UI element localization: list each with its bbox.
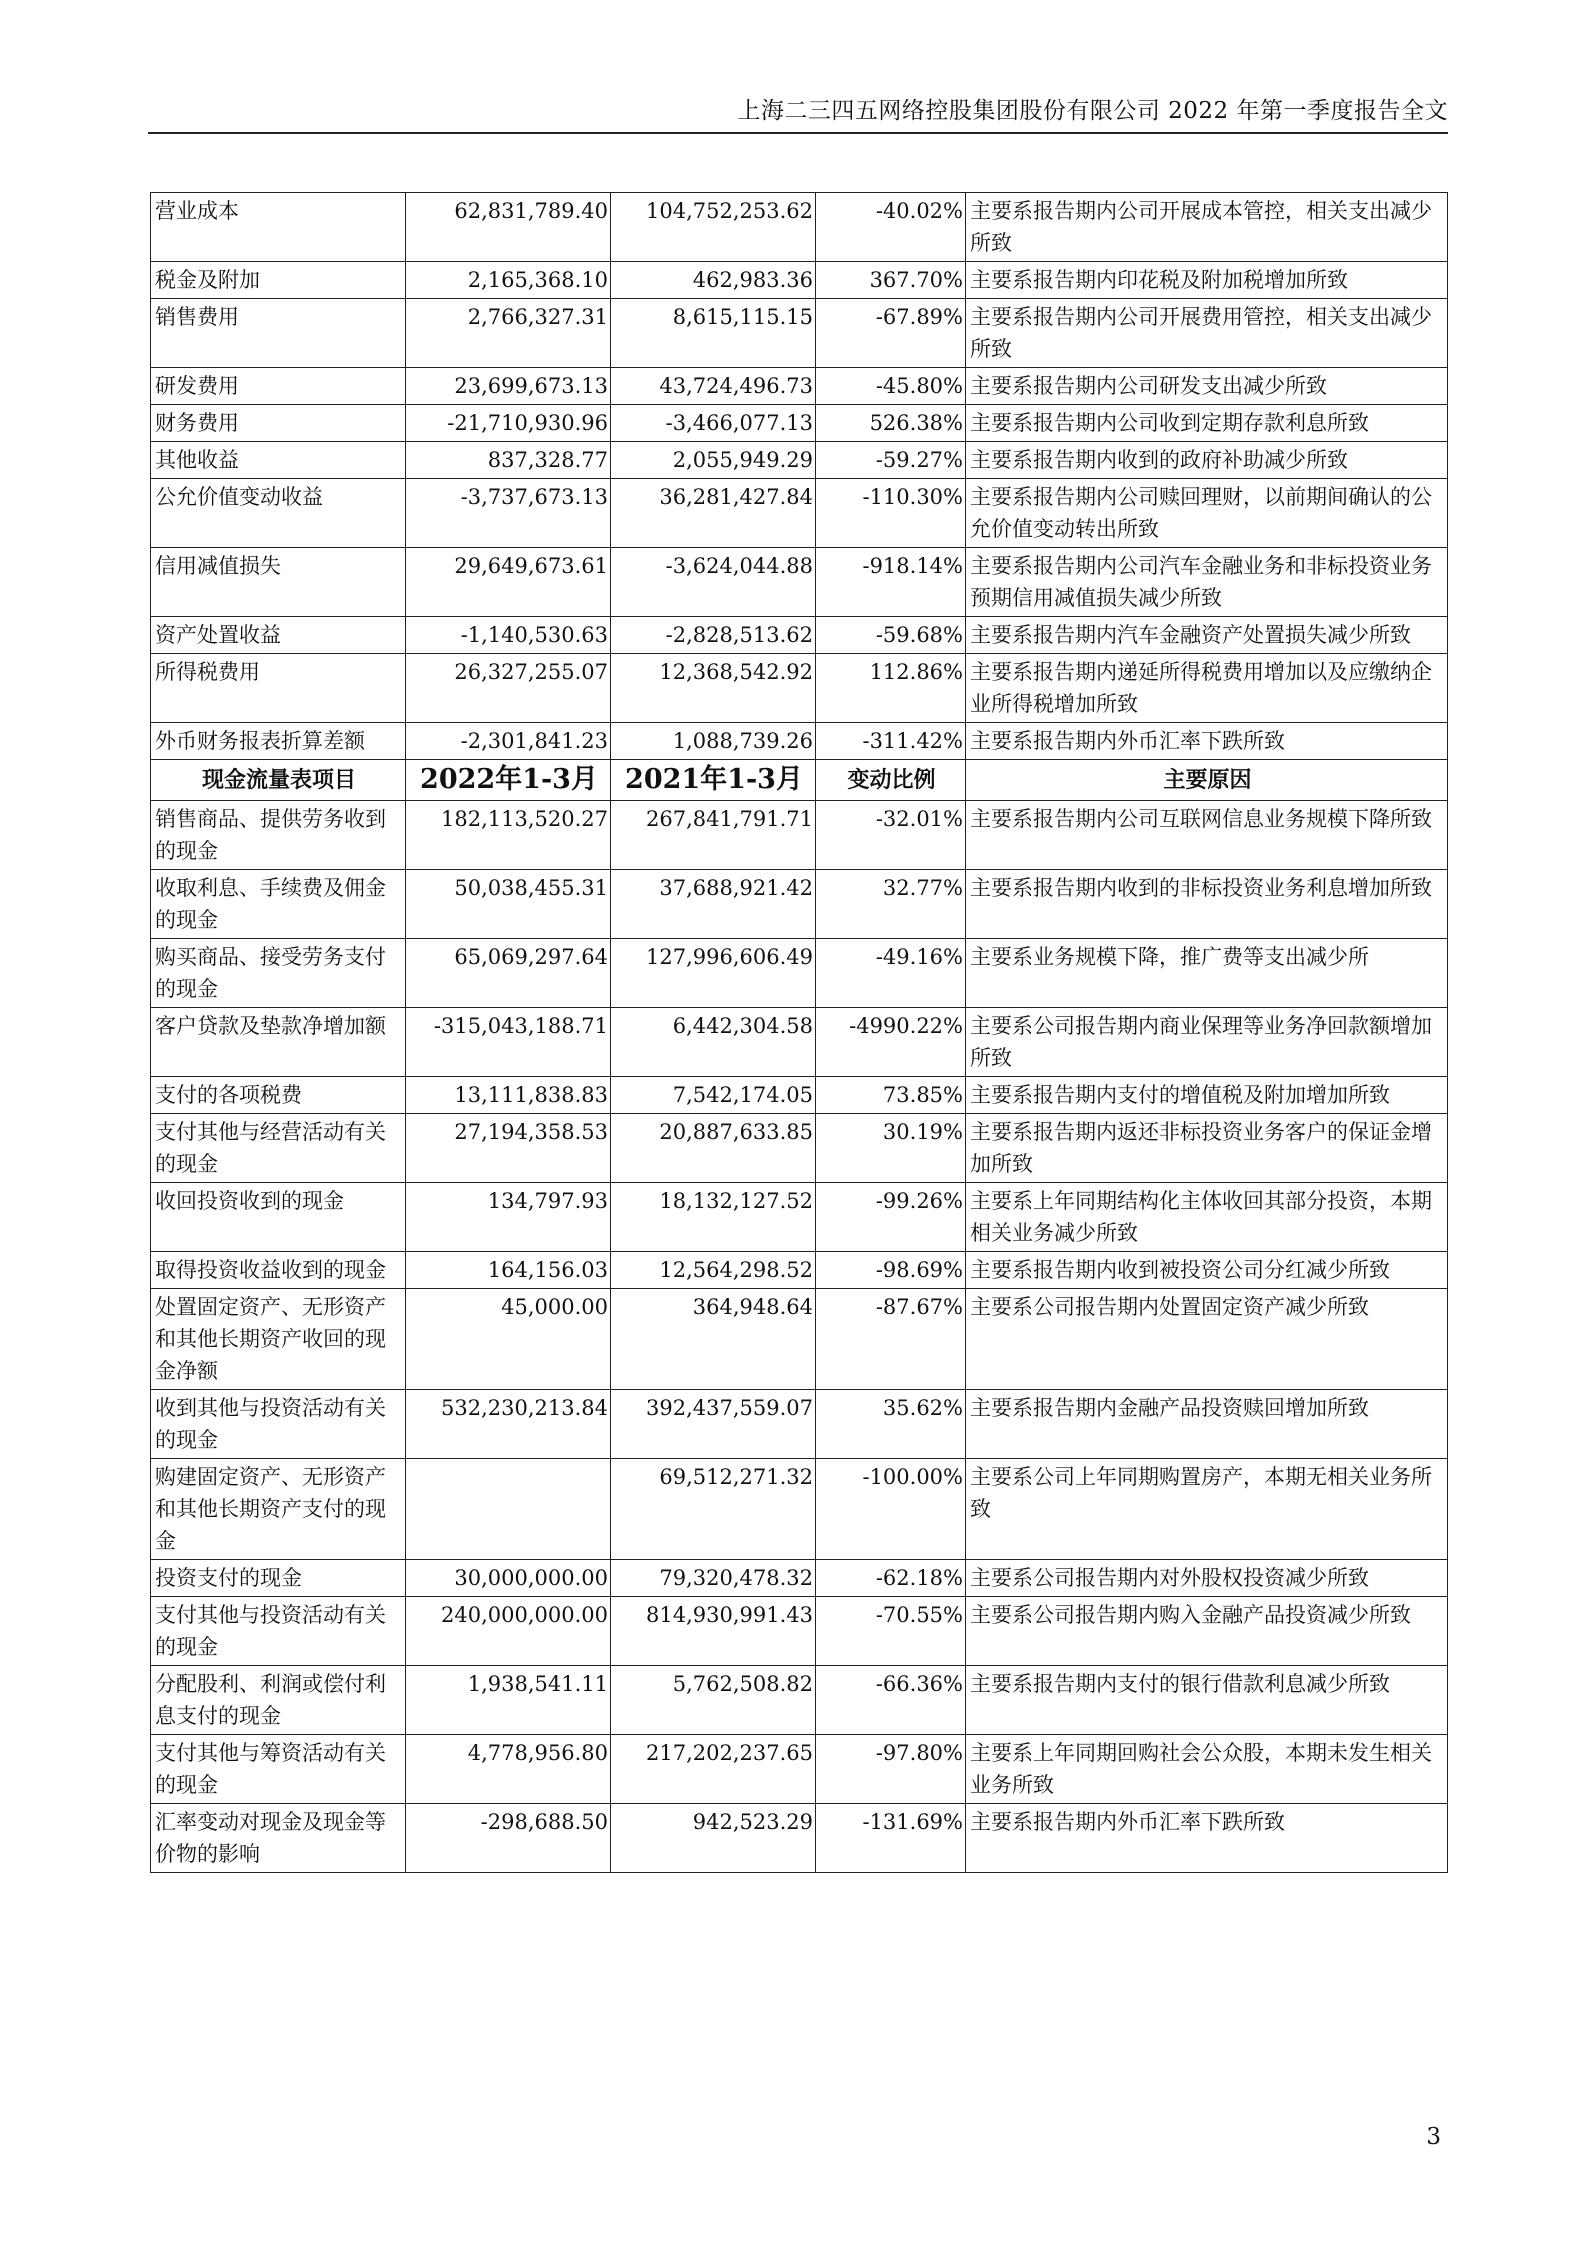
row-change-ratio: -311.42% bbox=[816, 723, 966, 760]
row-reason: 主要系公司报告期内购入金融产品投资减少所致 bbox=[966, 1597, 1448, 1666]
table-row bbox=[151, 1008, 1448, 1077]
row-reason: 主要系报告期内支付的银行借款利息减少所致 bbox=[966, 1666, 1448, 1735]
row-current-value: -315,043,188.71 bbox=[406, 1008, 611, 1077]
row-prior-value: 36,281,427.84 bbox=[611, 479, 816, 548]
row-change-ratio: -100.00% bbox=[816, 1459, 966, 1560]
table-row bbox=[151, 1289, 1448, 1390]
row-item: 营业成本 bbox=[151, 193, 406, 262]
row-current-value: 23,699,673.13 bbox=[406, 368, 611, 405]
row-current-value: 532,230,213.84 bbox=[406, 1390, 611, 1459]
cashflow-statement-section bbox=[151, 801, 1448, 1873]
row-prior-value: 5,762,508.82 bbox=[611, 1666, 816, 1735]
row-current-value: 837,328.77 bbox=[406, 442, 611, 479]
row-current-value: 240,000,000.00 bbox=[406, 1597, 611, 1666]
table-row bbox=[151, 1560, 1448, 1597]
row-change-ratio: 35.62% bbox=[816, 1390, 966, 1459]
row-current-value: 1,938,541.11 bbox=[406, 1666, 611, 1735]
row-current-value: 2,766,327.31 bbox=[406, 299, 611, 368]
row-change-ratio: 112.86% bbox=[816, 654, 966, 723]
row-current-value: -2,301,841.23 bbox=[406, 723, 611, 760]
table-row bbox=[151, 801, 1448, 870]
row-item: 分配股利、利润或偿付利息支付的现金 bbox=[151, 1666, 406, 1735]
row-reason: 主要系报告期内公司研发支出减少所致 bbox=[966, 368, 1448, 405]
row-prior-value: 462,983.36 bbox=[611, 262, 816, 299]
row-item: 研发费用 bbox=[151, 368, 406, 405]
header-item: 现金流量表项目 bbox=[151, 760, 406, 801]
row-prior-value: 37,688,921.42 bbox=[611, 870, 816, 939]
row-prior-value: 267,841,791.71 bbox=[611, 801, 816, 870]
row-reason: 主要系报告期内收到被投资公司分红减少所致 bbox=[966, 1252, 1448, 1289]
row-change-ratio: -110.30% bbox=[816, 479, 966, 548]
row-reason: 主要系报告期内公司开展费用管控，相关支出减少所致 bbox=[966, 299, 1448, 368]
row-reason: 主要系报告期内公司开展成本管控，相关支出减少所致 bbox=[966, 193, 1448, 262]
table-row bbox=[151, 548, 1448, 617]
table-row bbox=[151, 1252, 1448, 1289]
row-item: 投资支付的现金 bbox=[151, 1560, 406, 1597]
row-item: 收取利息、手续费及佣金的现金 bbox=[151, 870, 406, 939]
row-item: 购建固定资产、无形资产和其他长期资产支付的现金 bbox=[151, 1459, 406, 1560]
page-header bbox=[148, 92, 1448, 134]
table-row bbox=[151, 479, 1448, 548]
row-reason: 主要系报告期内公司互联网信息业务规模下降所致 bbox=[966, 801, 1448, 870]
row-change-ratio: -59.27% bbox=[816, 442, 966, 479]
income-statement-section bbox=[151, 193, 1448, 760]
row-item: 支付其他与筹资活动有关的现金 bbox=[151, 1735, 406, 1804]
row-item: 销售商品、提供劳务收到的现金 bbox=[151, 801, 406, 870]
table-row bbox=[151, 1114, 1448, 1183]
row-item: 收回投资收到的现金 bbox=[151, 1183, 406, 1252]
row-prior-value: 18,132,127.52 bbox=[611, 1183, 816, 1252]
header-prior-period: 2021年1-3月 bbox=[611, 760, 816, 801]
row-change-ratio: -131.69% bbox=[816, 1804, 966, 1873]
row-current-value bbox=[406, 1459, 611, 1560]
row-prior-value: -3,624,044.88 bbox=[611, 548, 816, 617]
row-change-ratio: -70.55% bbox=[816, 1597, 966, 1666]
table-row bbox=[151, 1459, 1448, 1560]
row-change-ratio: -918.14% bbox=[816, 548, 966, 617]
row-reason: 主要系公司报告期内处置固定资产减少所致 bbox=[966, 1289, 1448, 1390]
row-reason: 主要系报告期内返还非标投资业务客户的保证金增加所致 bbox=[966, 1114, 1448, 1183]
row-item: 支付其他与经营活动有关的现金 bbox=[151, 1114, 406, 1183]
row-current-value: 13,111,838.83 bbox=[406, 1077, 611, 1114]
row-prior-value: 69,512,271.32 bbox=[611, 1459, 816, 1560]
row-change-ratio: 73.85% bbox=[816, 1077, 966, 1114]
table-row bbox=[151, 1804, 1448, 1873]
row-item: 处置固定资产、无形资产和其他长期资产收回的现金净额 bbox=[151, 1289, 406, 1390]
row-prior-value: 392,437,559.07 bbox=[611, 1390, 816, 1459]
row-change-ratio: -98.69% bbox=[816, 1252, 966, 1289]
row-change-ratio: -45.80% bbox=[816, 368, 966, 405]
row-item: 公允价值变动收益 bbox=[151, 479, 406, 548]
row-item: 支付其他与投资活动有关的现金 bbox=[151, 1597, 406, 1666]
row-current-value: 27,194,358.53 bbox=[406, 1114, 611, 1183]
row-item: 外币财务报表折算差额 bbox=[151, 723, 406, 760]
row-reason: 主要系报告期内收到的政府补助减少所致 bbox=[966, 442, 1448, 479]
row-item: 所得税费用 bbox=[151, 654, 406, 723]
row-prior-value: 104,752,253.62 bbox=[611, 193, 816, 262]
row-current-value: 164,156.03 bbox=[406, 1252, 611, 1289]
row-prior-value: 6,442,304.58 bbox=[611, 1008, 816, 1077]
row-prior-value: 127,996,606.49 bbox=[611, 939, 816, 1008]
row-change-ratio: 367.70% bbox=[816, 262, 966, 299]
row-current-value: 50,038,455.31 bbox=[406, 870, 611, 939]
row-reason: 主要系报告期内汽车金融资产处置损失减少所致 bbox=[966, 617, 1448, 654]
row-change-ratio: -66.36% bbox=[816, 1666, 966, 1735]
row-item: 支付的各项税费 bbox=[151, 1077, 406, 1114]
row-current-value: 2,165,368.10 bbox=[406, 262, 611, 299]
row-prior-value: 1,088,739.26 bbox=[611, 723, 816, 760]
table-row bbox=[151, 442, 1448, 479]
row-reason: 主要系上年同期回购社会公众股，本期未发生相关业务所致 bbox=[966, 1735, 1448, 1804]
variance-table bbox=[150, 192, 1448, 1873]
row-change-ratio: -87.67% bbox=[816, 1289, 966, 1390]
row-item: 收到其他与投资活动有关的现金 bbox=[151, 1390, 406, 1459]
row-change-ratio: -59.68% bbox=[816, 617, 966, 654]
row-current-value: 134,797.93 bbox=[406, 1183, 611, 1252]
page-number: 3 bbox=[1426, 2124, 1441, 2150]
table-row bbox=[151, 193, 1448, 262]
row-prior-value: 814,930,991.43 bbox=[611, 1597, 816, 1666]
table-row bbox=[151, 723, 1448, 760]
row-current-value: 4,778,956.80 bbox=[406, 1735, 611, 1804]
row-prior-value: 942,523.29 bbox=[611, 1804, 816, 1873]
row-reason: 主要系报告期内外币汇率下跌所致 bbox=[966, 723, 1448, 760]
row-reason: 主要系报告期内公司赎回理财，以前期间确认的公允价值变动转出所致 bbox=[966, 479, 1448, 548]
row-prior-value: 2,055,949.29 bbox=[611, 442, 816, 479]
row-item: 客户贷款及垫款净增加额 bbox=[151, 1008, 406, 1077]
row-prior-value: -2,828,513.62 bbox=[611, 617, 816, 654]
row-prior-value: -3,466,077.13 bbox=[611, 405, 816, 442]
table-row bbox=[151, 1183, 1448, 1252]
row-current-value: 45,000.00 bbox=[406, 1289, 611, 1390]
row-change-ratio: -40.02% bbox=[816, 193, 966, 262]
row-current-value: 65,069,297.64 bbox=[406, 939, 611, 1008]
row-reason: 主要系报告期内收到的非标投资业务利息增加所致 bbox=[966, 870, 1448, 939]
row-reason: 主要系报告期内公司收到定期存款利息所致 bbox=[966, 405, 1448, 442]
cashflow-header-section bbox=[151, 760, 1448, 801]
table-row bbox=[151, 1666, 1448, 1735]
header-current-period: 2022年1-3月 bbox=[406, 760, 611, 801]
table-row bbox=[151, 654, 1448, 723]
row-reason: 主要系公司报告期内对外股权投资减少所致 bbox=[966, 1560, 1448, 1597]
row-current-value: -3,737,673.13 bbox=[406, 479, 611, 548]
row-prior-value: 12,368,542.92 bbox=[611, 654, 816, 723]
table-row bbox=[151, 939, 1448, 1008]
row-change-ratio: -49.16% bbox=[816, 939, 966, 1008]
table-row bbox=[151, 617, 1448, 654]
table-row bbox=[151, 368, 1448, 405]
row-current-value: 62,831,789.40 bbox=[406, 193, 611, 262]
row-item: 税金及附加 bbox=[151, 262, 406, 299]
table-row bbox=[151, 1077, 1448, 1114]
row-prior-value: 7,542,174.05 bbox=[611, 1077, 816, 1114]
row-item: 汇率变动对现金及现金等价物的影响 bbox=[151, 1804, 406, 1873]
row-change-ratio: -67.89% bbox=[816, 299, 966, 368]
row-prior-value: 43,724,496.73 bbox=[611, 368, 816, 405]
row-reason: 主要系报告期内递延所得税费用增加以及应缴纳企业所得税增加所致 bbox=[966, 654, 1448, 723]
row-prior-value: 20,887,633.85 bbox=[611, 1114, 816, 1183]
row-current-value: 29,649,673.61 bbox=[406, 548, 611, 617]
table-row bbox=[151, 262, 1448, 299]
row-current-value: -21,710,930.96 bbox=[406, 405, 611, 442]
row-item: 销售费用 bbox=[151, 299, 406, 368]
row-reason: 主要系上年同期结构化主体收回其部分投资，本期相关业务减少所致 bbox=[966, 1183, 1448, 1252]
table-row bbox=[151, 405, 1448, 442]
row-reason: 主要系报告期内金融产品投资赎回增加所致 bbox=[966, 1390, 1448, 1459]
report-title: 上海二三四五网络控股集团股份有限公司 2022 年第一季度报告全文 bbox=[737, 98, 1448, 124]
row-prior-value: 364,948.64 bbox=[611, 1289, 816, 1390]
row-item: 其他收益 bbox=[151, 442, 406, 479]
row-reason: 主要系公司报告期内商业保理等业务净回款额增加所致 bbox=[966, 1008, 1448, 1077]
row-reason: 主要系公司上年同期购置房产，本期无相关业务所致 bbox=[966, 1459, 1448, 1560]
row-prior-value: 8,615,115.15 bbox=[611, 299, 816, 368]
table-row bbox=[151, 1390, 1448, 1459]
row-item: 购买商品、接受劳务支付的现金 bbox=[151, 939, 406, 1008]
row-prior-value: 12,564,298.52 bbox=[611, 1252, 816, 1289]
row-change-ratio: -32.01% bbox=[816, 801, 966, 870]
row-item: 财务费用 bbox=[151, 405, 406, 442]
row-change-ratio: -62.18% bbox=[816, 1560, 966, 1597]
table-row bbox=[151, 870, 1448, 939]
row-reason: 主要系报告期内公司汽车金融业务和非标投资业务预期信用减值损失减少所致 bbox=[966, 548, 1448, 617]
row-change-ratio: 32.77% bbox=[816, 870, 966, 939]
row-reason: 主要系报告期内支付的增值税及附加增加所致 bbox=[966, 1077, 1448, 1114]
row-change-ratio: 526.38% bbox=[816, 405, 966, 442]
row-reason: 主要系业务规模下降，推广费等支出减少所 bbox=[966, 939, 1448, 1008]
row-prior-value: 217,202,237.65 bbox=[611, 1735, 816, 1804]
row-change-ratio: 30.19% bbox=[816, 1114, 966, 1183]
row-current-value: -298,688.50 bbox=[406, 1804, 611, 1873]
row-current-value: 26,327,255.07 bbox=[406, 654, 611, 723]
row-item: 资产处置收益 bbox=[151, 617, 406, 654]
header-change-ratio: 变动比例 bbox=[816, 760, 966, 801]
row-item: 信用减值损失 bbox=[151, 548, 406, 617]
table-row bbox=[151, 1735, 1448, 1804]
table-row bbox=[151, 299, 1448, 368]
row-reason: 主要系报告期内外币汇率下跌所致 bbox=[966, 1804, 1448, 1873]
header-main-reason: 主要原因 bbox=[966, 760, 1448, 801]
row-prior-value: 79,320,478.32 bbox=[611, 1560, 816, 1597]
row-change-ratio: -97.80% bbox=[816, 1735, 966, 1804]
table-row bbox=[151, 1597, 1448, 1666]
row-change-ratio: -4990.22% bbox=[816, 1008, 966, 1077]
row-current-value: 182,113,520.27 bbox=[406, 801, 611, 870]
row-current-value: 30,000,000.00 bbox=[406, 1560, 611, 1597]
row-current-value: -1,140,530.63 bbox=[406, 617, 611, 654]
row-reason: 主要系报告期内印花税及附加税增加所致 bbox=[966, 262, 1448, 299]
row-change-ratio: -99.26% bbox=[816, 1183, 966, 1252]
cashflow-header-row bbox=[151, 760, 1448, 801]
row-item: 取得投资收益收到的现金 bbox=[151, 1252, 406, 1289]
